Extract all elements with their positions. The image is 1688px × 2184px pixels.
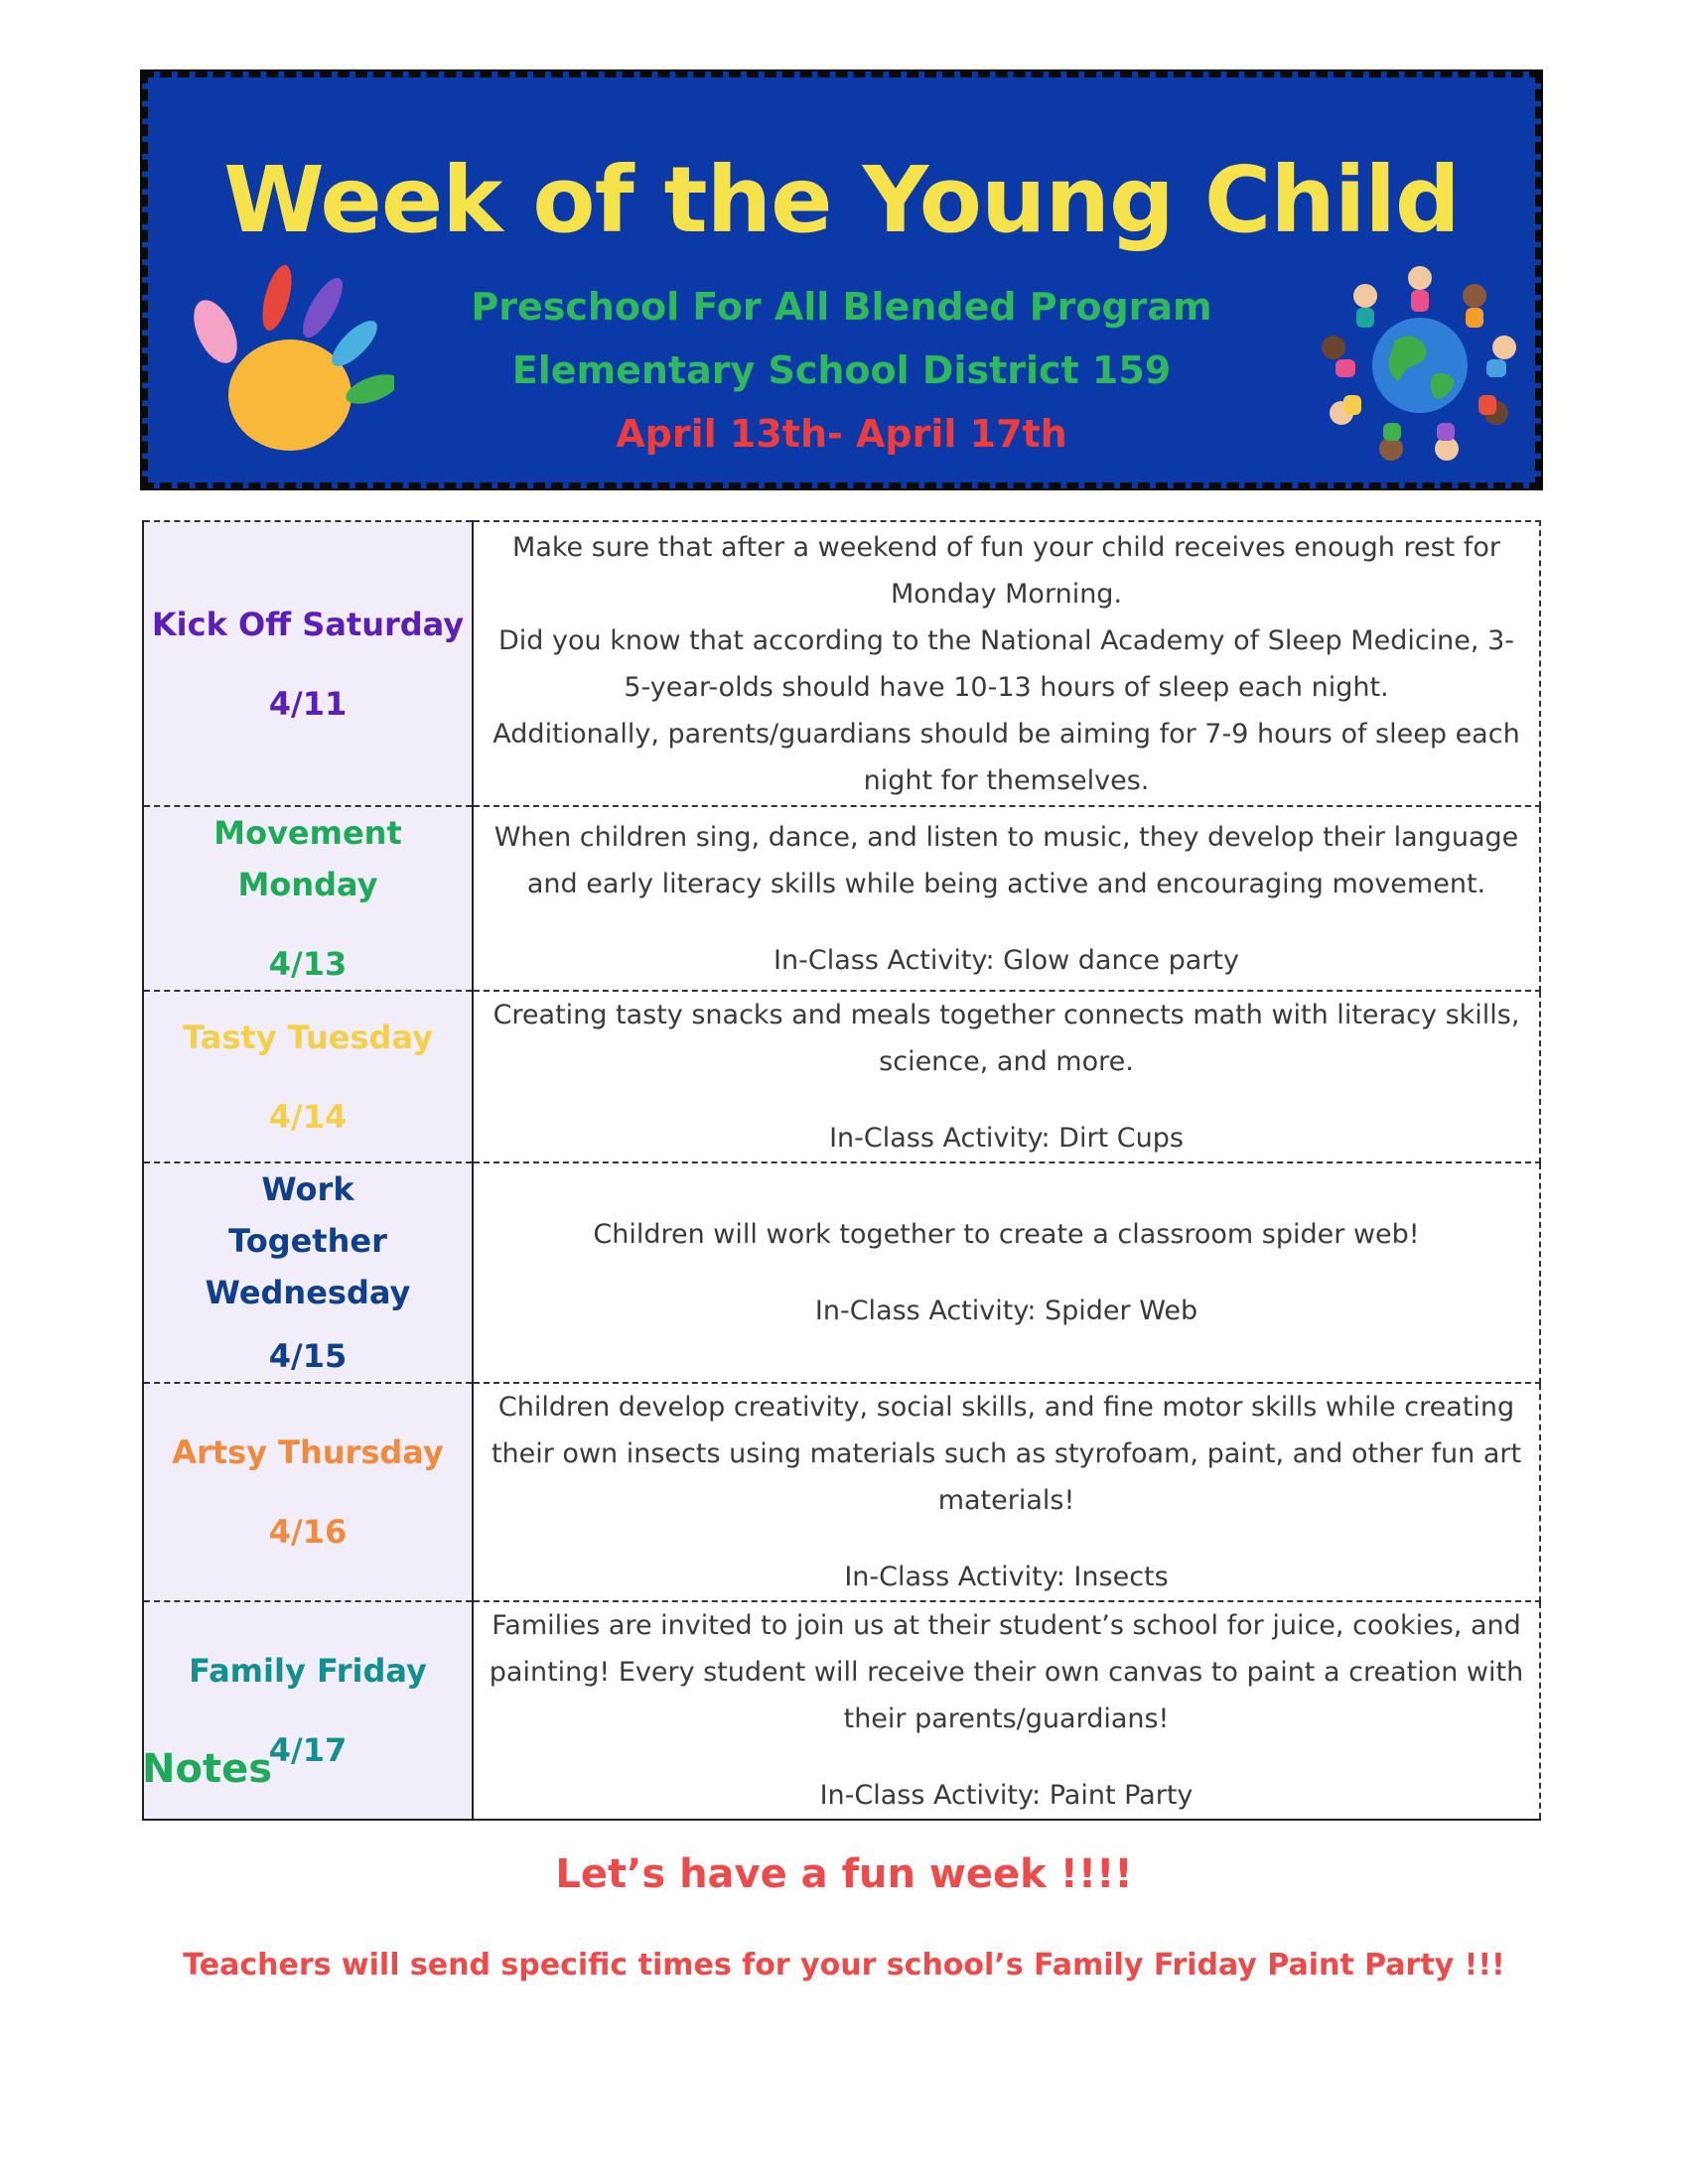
description-cell bbox=[473, 1162, 1540, 1383]
activity-text: In-Class Activity: Spider Web bbox=[814, 1296, 1198, 1326]
activity-text: In-Class Activity: Paint Party bbox=[819, 1780, 1194, 1811]
day-date: 4/15 bbox=[268, 1337, 348, 1375]
table-row bbox=[143, 521, 1540, 806]
banner-title: Week of the Young Child bbox=[223, 147, 1460, 253]
teachers-note: Teachers will send specific times for your school’s Family Friday Paint Party !!! bbox=[183, 1948, 1505, 1982]
description-text: Additionally, parents/guardians should be aiming for 7-9 hours of sleep each night for themselves. bbox=[492, 718, 1520, 796]
activity-text: In-Class Activity: Glow dance party bbox=[774, 944, 1239, 976]
day-date: 4/17 bbox=[268, 1731, 348, 1769]
day-name: Family Friday bbox=[189, 1652, 427, 1690]
table-row bbox=[143, 806, 1540, 991]
children-around-globe-icon bbox=[1316, 256, 1524, 465]
description-cell bbox=[473, 521, 1540, 806]
day-name: Work Together Wednesday bbox=[205, 1170, 411, 1311]
event-dates: April 13th- April 17th bbox=[616, 412, 1067, 456]
day-cell bbox=[143, 991, 473, 1162]
table-row bbox=[143, 991, 1540, 1162]
description-text: Children develop creativity, social skills, and fine motor skills while creating their own insects using materials such as styrofoam, paint, and other fun art materials! bbox=[491, 1392, 1522, 1516]
district-name: Elementary School District 159 bbox=[511, 348, 1172, 392]
day-date: 4/11 bbox=[268, 684, 348, 723]
fun-week-note: Let’s have a fun week !!!! bbox=[555, 1851, 1133, 1897]
day-cell bbox=[143, 521, 473, 806]
description-text: Did you know that according to the National Academy of Sleep Medicine, 3-5-year-olds should have 10-13 hours of sleep each night. bbox=[498, 624, 1514, 703]
day-date: 4/14 bbox=[268, 1097, 348, 1136]
table-row bbox=[143, 1601, 1540, 1820]
day-name: Artsy Thursday bbox=[172, 1433, 444, 1471]
day-date: 4/16 bbox=[268, 1513, 348, 1551]
description-cell bbox=[473, 806, 1540, 991]
program-name: Preschool For All Blended Program bbox=[471, 285, 1212, 329]
description-text: Families are invited to join us at their student’s school for juice, cookies, and painting! Every student will receive their own canvas to paint a creation with their parents/guardians! bbox=[489, 1610, 1524, 1734]
description-cell bbox=[473, 1383, 1540, 1601]
day-cell bbox=[143, 1162, 473, 1383]
day-date: 4/13 bbox=[268, 945, 348, 983]
activity-text: In-Class Activity: Insects bbox=[844, 1562, 1169, 1592]
description-text: Creating tasty snacks and meals together connects math with literacy skills, science, and more. bbox=[492, 1000, 1520, 1077]
day-cell bbox=[143, 806, 473, 991]
schedule-table bbox=[142, 520, 1541, 1821]
description-cell bbox=[473, 991, 1540, 1162]
day-name: Tasty Tuesday bbox=[183, 1018, 433, 1056]
header-banner bbox=[142, 71, 1541, 488]
description-text: Children will work together to create a classroom spider web! bbox=[593, 1219, 1420, 1250]
day-cell bbox=[143, 1383, 473, 1601]
day-name: Movement Monday bbox=[213, 814, 402, 903]
table-row bbox=[143, 1383, 1540, 1601]
notes-heading: Notes bbox=[142, 1746, 273, 1792]
day-name: Kick Off Saturday bbox=[151, 605, 465, 643]
description-text: When children sing, dance, and listen to music, they develop their language and early literacy skills while being active and encouraging movement. bbox=[493, 821, 1519, 899]
table-row bbox=[143, 1162, 1540, 1383]
description-text: Make sure that after a weekend of fun your child receives enough rest for Monday Morning. bbox=[512, 531, 1500, 610]
activity-text: In-Class Activity: Dirt Cups bbox=[829, 1123, 1184, 1154]
description-cell bbox=[473, 1601, 1540, 1820]
